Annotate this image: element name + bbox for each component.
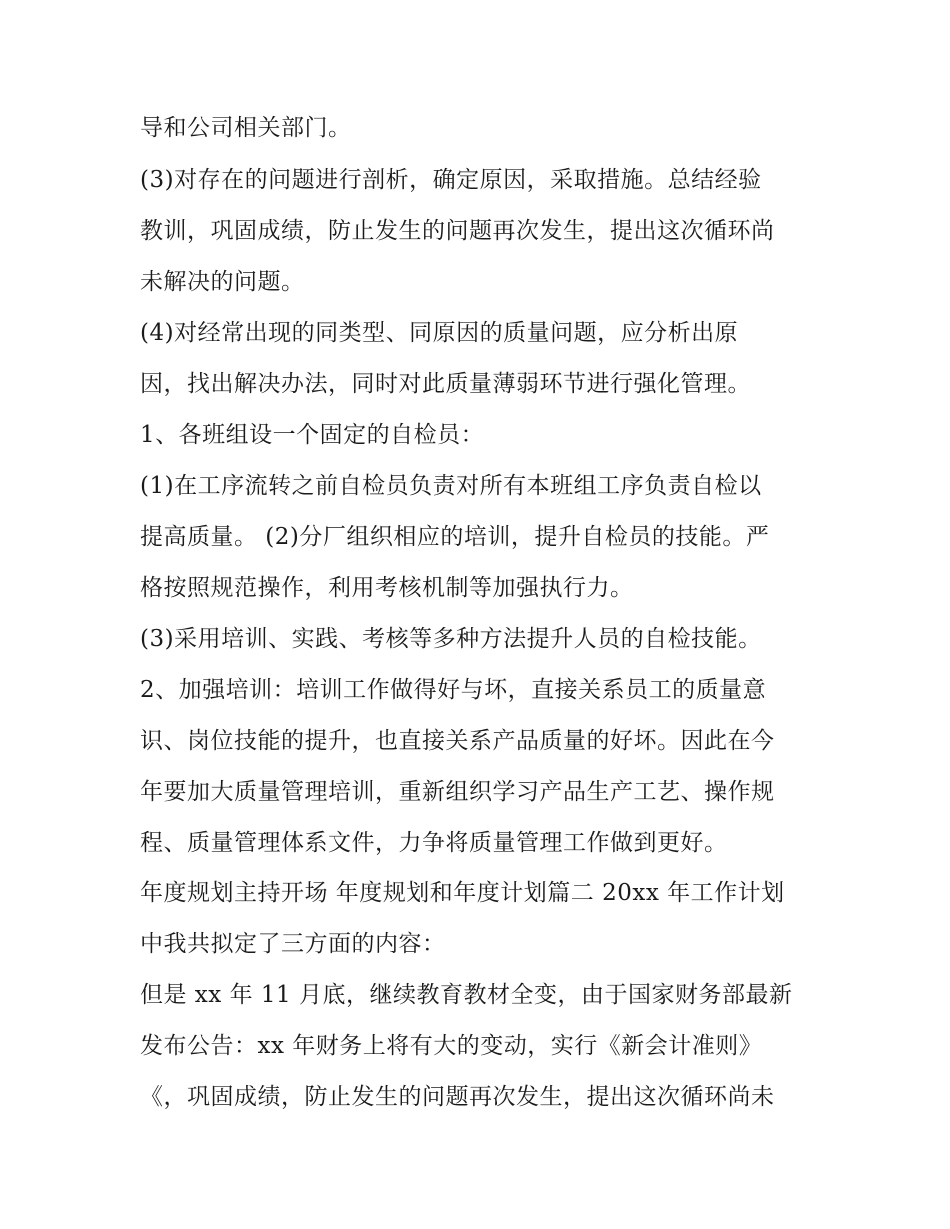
text-line: 中我共拟定了三方面的内容： <box>140 931 446 957</box>
text-line: (4)对经常出现的同类型、同原因的质量问题，应分析出原 <box>140 320 739 346</box>
text-line: 程、质量管理体系文件，力争将质量管理工作做到更好。 <box>140 830 728 856</box>
text-line: 1、各班组设一个固定的自检员： <box>140 422 485 448</box>
text-line: 年度规划主持开场 年度规划和年度计划篇二 20xx 年工作计划 <box>140 880 785 906</box>
text-line: 《，巩固成绩，防止发生的问题再次发生，提出这次循环尚未 <box>140 1084 775 1110</box>
text-line: 格按照规范操作，利用考核机制等加强执行力。 <box>140 575 634 601</box>
text-line: 导和公司相关部门。 <box>140 115 352 141</box>
text-line: (3)对存在的问题进行剖析，确定原因，采取措施。总结经验 <box>140 167 762 193</box>
text-line: 教训，巩固成绩，防止发生的问题再次发生，提出这次循环尚 <box>140 218 775 244</box>
text-line: 2、加强培训：培训工作做得好与坏，直接关系员工的质量意 <box>140 677 767 703</box>
text-line: 发布公告：xx 年财务上将有大的变动，实行《新会计准则》 <box>140 1033 763 1059</box>
text-line: 因，找出解决办法，同时对此质量薄弱环节进行强化管理。 <box>140 371 751 397</box>
text-line: 但是 xx 年 11 月底，继续教育教材全变，由于国家财务部最新 <box>140 982 793 1008</box>
text-line: (1)在工序流转之前自检员负责对所有本班组工序负责自检以 <box>140 473 762 499</box>
text-line: 未解决的问题。 <box>140 269 305 295</box>
text-line: (3)采用培训、实践、考核等多种方法提升人员的自检技能。 <box>140 626 762 652</box>
text-line: 识、岗位技能的提升，也直接关系产品质量的好坏。因此在今 <box>140 728 775 754</box>
text-line: 年要加大质量管理培训，重新组织学习产品生产工艺、操作规 <box>140 779 775 805</box>
text-line: 提高质量。 (2)分厂组织相应的培训，提升自检员的技能。严 <box>140 524 770 550</box>
